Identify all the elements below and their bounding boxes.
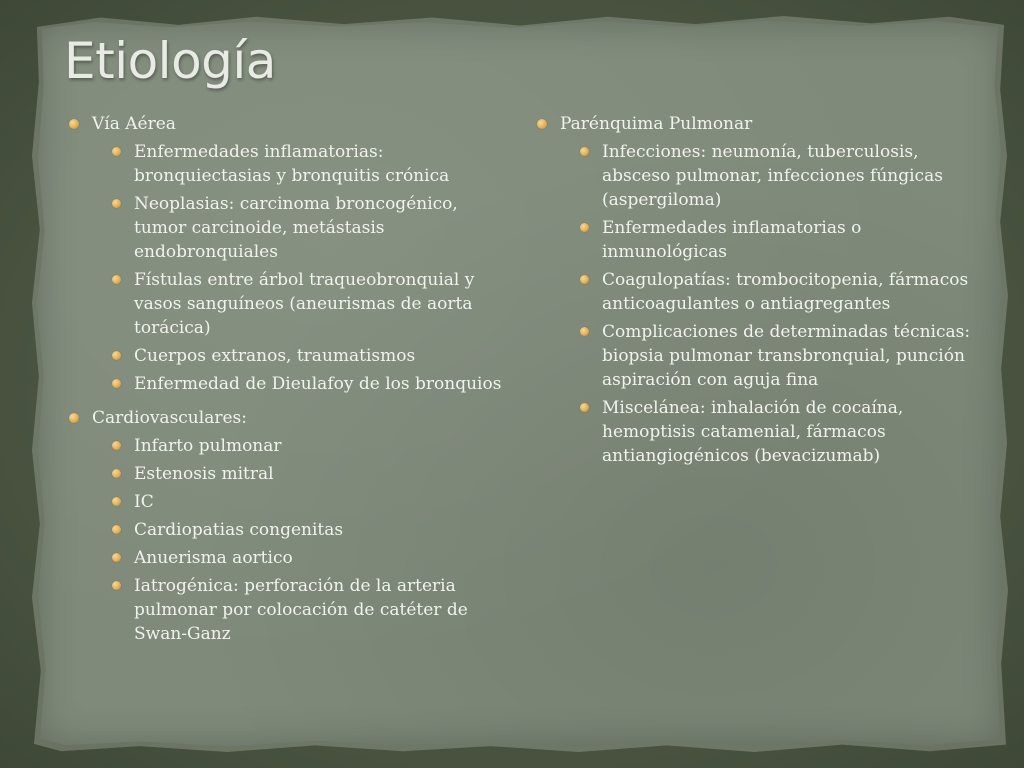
bullet-icon bbox=[580, 223, 589, 232]
bullet-icon bbox=[580, 327, 589, 336]
list-item bbox=[92, 574, 504, 646]
bullet-icon bbox=[112, 379, 121, 388]
section-heading: Vía Aérea bbox=[92, 114, 176, 134]
bullet-icon bbox=[112, 553, 121, 562]
right-column bbox=[532, 112, 972, 474]
bullet-icon bbox=[537, 119, 547, 129]
list-item-text: Enfermedades inflamatorias o inmunológicas bbox=[602, 218, 862, 262]
list-item-text: Infecciones: neumonía, tuberculosis, absceso pulmonar, infecciones fúngicas (aspergiloma) bbox=[602, 142, 943, 210]
list-item bbox=[92, 546, 504, 570]
bullet-icon bbox=[112, 525, 121, 534]
list-item-text: Infarto pulmonar bbox=[134, 436, 282, 456]
bullet-icon bbox=[69, 413, 79, 423]
list-item bbox=[560, 140, 972, 212]
bullet-icon bbox=[580, 403, 589, 412]
section-heading: Cardiovasculares: bbox=[92, 408, 247, 428]
sub-list bbox=[560, 140, 972, 468]
list-item bbox=[92, 372, 504, 396]
list-item-text: Enfermedades inflamatorias: bronquiectasias y bronquitis crónica bbox=[134, 142, 450, 186]
list-item bbox=[92, 192, 504, 264]
bullet-icon bbox=[112, 275, 121, 284]
list-item-text: Cuerpos extranos, traumatismos bbox=[134, 346, 416, 366]
section-cardiovasculares bbox=[64, 406, 504, 646]
section-heading: Parénquima Pulmonar bbox=[560, 114, 753, 134]
bullet-icon bbox=[112, 469, 121, 478]
list-item-text: Complicaciones de determinadas técnicas: biopsia pulmonar transbronquial, punción aspiración con aguja fina bbox=[602, 322, 971, 390]
left-column bbox=[64, 112, 504, 652]
list-item-text: Enfermedad de Dieulafoy de los bronquios bbox=[134, 374, 502, 394]
list-item-text: Anuerisma aortico bbox=[134, 548, 293, 568]
bullet-icon bbox=[112, 199, 121, 208]
bullet-icon bbox=[112, 497, 121, 506]
list-item-text: Coagulopatías: trombocitopenia, fármacos anticoagulantes o antiagregantes bbox=[602, 270, 969, 314]
section-parenquima-pulmonar bbox=[532, 112, 972, 468]
slide-title: Etiología bbox=[64, 32, 276, 90]
bullet-icon bbox=[112, 351, 121, 360]
bullet-icon bbox=[112, 441, 121, 450]
list-item bbox=[92, 140, 504, 188]
list-item bbox=[92, 518, 504, 542]
list-item bbox=[560, 268, 972, 316]
bullet-icon bbox=[69, 119, 79, 129]
list-item bbox=[560, 320, 972, 392]
list-item-text: Estenosis mitral bbox=[134, 464, 274, 484]
sub-list bbox=[92, 140, 504, 396]
list-item-text: Cardiopatias congenitas bbox=[134, 520, 344, 540]
right-bullet-list bbox=[532, 112, 972, 468]
list-item bbox=[92, 268, 504, 340]
list-item bbox=[92, 344, 504, 368]
sub-list bbox=[92, 434, 504, 646]
bullet-icon bbox=[580, 147, 589, 156]
list-item-text: Fístulas entre árbol traqueobronquial y vasos sanguíneos (aneurismas de aorta torácica) bbox=[134, 270, 475, 338]
list-item bbox=[92, 462, 504, 486]
bullet-icon bbox=[112, 581, 121, 590]
list-item-text: Miscelánea: inhalación de cocaína, hemoptisis catamenial, fármacos antiangiogénicos (bevacizumab) bbox=[602, 398, 904, 466]
list-item-text: Iatrogénica: perforación de la arteria pulmonar por colocación de catéter de Swan-Ganz bbox=[134, 576, 468, 644]
section-via-aerea bbox=[64, 112, 504, 396]
list-item bbox=[560, 216, 972, 264]
list-item-text: IC bbox=[134, 492, 154, 512]
left-bullet-list bbox=[64, 112, 504, 646]
list-item-text: Neoplasias: carcinoma broncogénico, tumor carcinoide, metástasis endobronquiales bbox=[134, 194, 458, 262]
list-item bbox=[560, 396, 972, 468]
list-item bbox=[92, 434, 504, 458]
bullet-icon bbox=[112, 147, 121, 156]
bullet-icon bbox=[580, 275, 589, 284]
list-item bbox=[92, 490, 504, 514]
